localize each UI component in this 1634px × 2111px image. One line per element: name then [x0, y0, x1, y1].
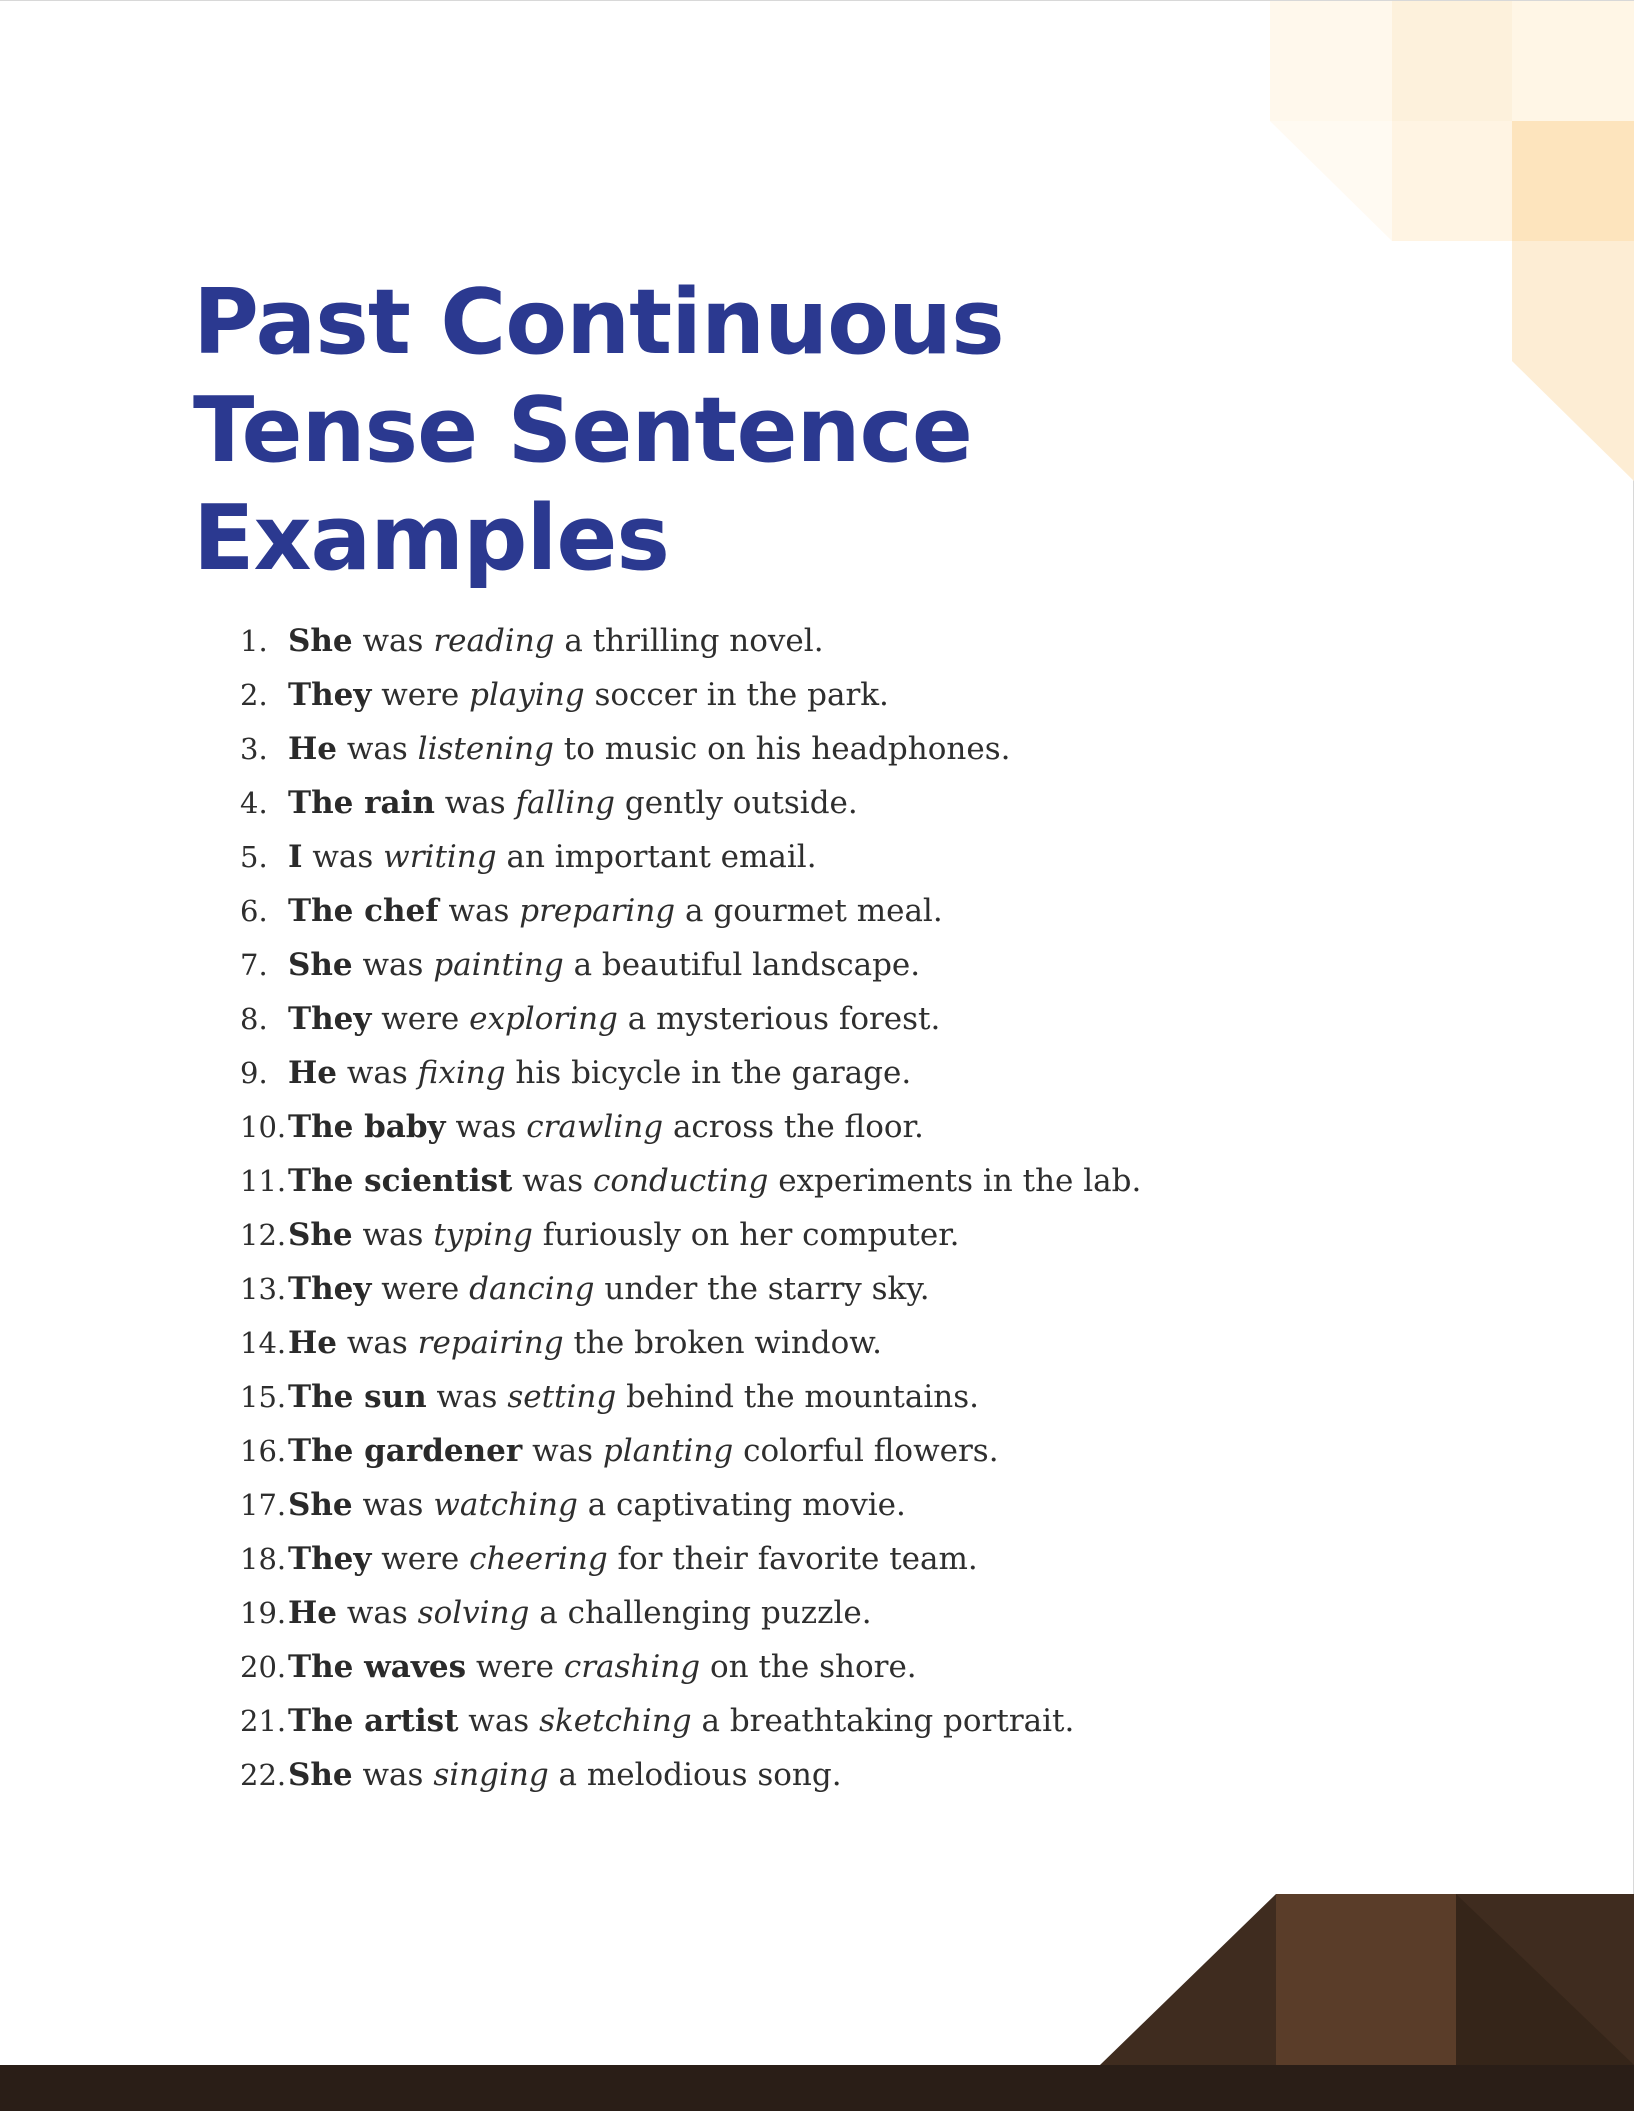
item-aux: was	[362, 1487, 424, 1523]
item-aux: was	[362, 1217, 424, 1253]
list-item	[240, 1424, 1141, 1478]
item-aux: was	[448, 893, 510, 929]
item-subject: They	[288, 677, 372, 713]
item-number: 12.	[240, 1218, 287, 1252]
top-deco-tile-e	[1512, 241, 1634, 481]
item-verb: planting	[602, 1433, 734, 1469]
item-aux: was	[444, 785, 506, 821]
list-item	[240, 1262, 1141, 1316]
item-subject: The scientist	[288, 1163, 513, 1199]
top-deco-tile-base	[1270, 1, 1634, 481]
item-aux: was	[468, 1703, 530, 1739]
item-subject: She	[288, 947, 353, 983]
list-item	[240, 1640, 1141, 1694]
list-item	[240, 1370, 1141, 1424]
list-item	[240, 1046, 1141, 1100]
item-verb: sketching	[539, 1703, 692, 1739]
bottom-deco-tile-b	[1456, 1894, 1634, 2065]
item-rest: a beautiful landscape.	[573, 947, 921, 983]
item-rest: a melodious song.	[558, 1757, 842, 1793]
top-deco-tile-c	[1512, 121, 1634, 241]
item-aux: was	[362, 623, 424, 659]
list-item	[240, 668, 1141, 722]
list-item	[240, 722, 1141, 776]
item-verb: painting	[433, 947, 564, 983]
item-rest: his bicycle in the garage.	[515, 1055, 912, 1091]
item-aux: was	[346, 731, 408, 767]
item-rest: on the shore.	[709, 1649, 917, 1685]
item-aux: were	[381, 677, 460, 713]
list-item	[240, 1100, 1141, 1154]
item-subject: She	[288, 623, 353, 659]
item-aux: was	[346, 1055, 408, 1091]
item-rest: the broken window.	[573, 1325, 883, 1361]
item-number: 20.	[240, 1650, 287, 1684]
item-rest: to music on his headphones.	[563, 731, 1011, 767]
item-rest: across the floor.	[672, 1109, 924, 1145]
item-number: 21.	[240, 1704, 287, 1738]
item-verb: cheering	[469, 1541, 608, 1577]
top-deco-tile-d	[1392, 121, 1512, 241]
item-number: 14.	[240, 1326, 287, 1360]
item-aux: was	[436, 1379, 498, 1415]
item-verb: exploring	[469, 1001, 618, 1037]
item-rest: under the starry sky.	[604, 1271, 930, 1307]
item-rest: a breathtaking portrait.	[701, 1703, 1075, 1739]
item-verb: crashing	[563, 1649, 701, 1685]
item-verb: crawling	[526, 1109, 664, 1145]
list-item	[240, 992, 1141, 1046]
item-aux: was	[532, 1433, 594, 1469]
item-rest: an important email.	[506, 839, 817, 875]
item-number: 6.	[240, 894, 268, 928]
item-verb: typing	[433, 1217, 533, 1253]
item-aux: was	[522, 1163, 584, 1199]
item-number: 19.	[240, 1596, 287, 1630]
list-item	[240, 1154, 1141, 1208]
item-verb: reading	[433, 623, 555, 659]
item-rest: colorful flowers.	[743, 1433, 999, 1469]
bottom-deco-ramp	[1100, 1894, 1276, 2065]
item-aux: was	[312, 839, 374, 875]
top-deco-tile-b	[1512, 1, 1634, 121]
item-aux: were	[381, 1541, 460, 1577]
item-rest: experiments in the lab.	[778, 1163, 1142, 1199]
list-item	[240, 884, 1141, 938]
list-item	[240, 1208, 1141, 1262]
item-rest: a mysterious forest.	[627, 1001, 941, 1037]
item-rest: for their favorite team.	[617, 1541, 978, 1577]
item-subject: They	[288, 1271, 372, 1307]
title-line-3: Examples	[193, 486, 669, 591]
item-subject: The chef	[288, 893, 439, 929]
item-subject: The baby	[288, 1109, 446, 1145]
item-aux: was	[346, 1325, 408, 1361]
item-number: 13.	[240, 1272, 287, 1306]
item-verb: falling	[515, 785, 616, 821]
list-item	[240, 830, 1141, 884]
item-number: 9.	[240, 1056, 268, 1090]
item-verb: repairing	[417, 1325, 564, 1361]
top-deco-tile-f	[1270, 121, 1392, 241]
item-aux: were	[381, 1001, 460, 1037]
top-deco-tile-a	[1392, 1, 1512, 121]
item-subject: The gardener	[288, 1433, 523, 1469]
bottom-deco-tile-c	[1456, 1894, 1634, 2065]
item-subject: She	[288, 1487, 353, 1523]
item-verb: setting	[507, 1379, 617, 1415]
item-verb: preparing	[519, 893, 676, 929]
item-number: 1.	[240, 624, 268, 658]
item-subject: She	[288, 1757, 353, 1793]
item-number: 18.	[240, 1542, 287, 1576]
item-subject: The waves	[288, 1649, 467, 1685]
item-verb: writing	[383, 839, 497, 875]
list-item	[240, 1478, 1141, 1532]
item-number: 10.	[240, 1110, 287, 1144]
item-rest: a gourmet meal.	[685, 893, 943, 929]
item-number: 4.	[240, 786, 268, 820]
item-number: 8.	[240, 1002, 268, 1036]
item-verb: listening	[417, 731, 554, 767]
title-line-2: Tense Sentence	[193, 378, 972, 483]
item-aux: were	[381, 1271, 460, 1307]
item-verb: watching	[433, 1487, 578, 1523]
item-subject: He	[288, 1055, 338, 1091]
page-title	[193, 269, 1193, 593]
item-verb: dancing	[469, 1271, 595, 1307]
bottom-bar	[0, 2065, 1634, 2111]
item-subject: She	[288, 1217, 353, 1253]
item-aux: was	[362, 1757, 424, 1793]
item-number: 16.	[240, 1434, 287, 1468]
item-subject: The artist	[288, 1703, 459, 1739]
item-verb: playing	[469, 677, 585, 713]
list-item	[240, 776, 1141, 830]
item-subject: They	[288, 1001, 372, 1037]
item-number: 7.	[240, 948, 268, 982]
item-number: 5.	[240, 840, 268, 874]
item-number: 3.	[240, 732, 268, 766]
item-subject: I	[288, 839, 303, 875]
item-verb: solving	[417, 1595, 530, 1631]
list-item	[240, 1532, 1141, 1586]
item-rest: a challenging puzzle.	[539, 1595, 872, 1631]
item-rest: behind the mountains.	[626, 1379, 980, 1415]
item-verb: singing	[433, 1757, 549, 1793]
item-rest: furiously on her computer.	[542, 1217, 960, 1253]
title-line-1: Past Continuous	[193, 270, 1004, 375]
item-subject: The rain	[288, 785, 435, 821]
item-aux: was	[346, 1595, 408, 1631]
item-number: 11.	[240, 1164, 287, 1198]
item-subject: He	[288, 1325, 338, 1361]
examples-list	[240, 614, 1141, 1802]
list-item	[240, 1316, 1141, 1370]
list-item	[240, 1694, 1141, 1748]
item-verb: conducting	[593, 1163, 769, 1199]
list-item	[240, 614, 1141, 668]
item-aux: were	[475, 1649, 554, 1685]
item-rest: a thrilling novel.	[564, 623, 824, 659]
list-item	[240, 1586, 1141, 1640]
item-verb: fixing	[417, 1055, 506, 1091]
item-rest: gently outside.	[624, 785, 858, 821]
item-subject: The sun	[288, 1379, 427, 1415]
item-rest: a captivating movie.	[587, 1487, 906, 1523]
item-subject: He	[288, 731, 338, 767]
list-item	[240, 1748, 1141, 1802]
item-number: 22.	[240, 1758, 287, 1792]
item-number: 17.	[240, 1488, 287, 1522]
item-aux: was	[455, 1109, 517, 1145]
item-aux: was	[362, 947, 424, 983]
item-subject: He	[288, 1595, 338, 1631]
item-rest: soccer in the park.	[594, 677, 889, 713]
item-subject: They	[288, 1541, 372, 1577]
list-item	[240, 938, 1141, 992]
item-number: 2.	[240, 678, 268, 712]
bottom-deco-tile-a	[1276, 1894, 1456, 2065]
item-number: 15.	[240, 1380, 287, 1414]
